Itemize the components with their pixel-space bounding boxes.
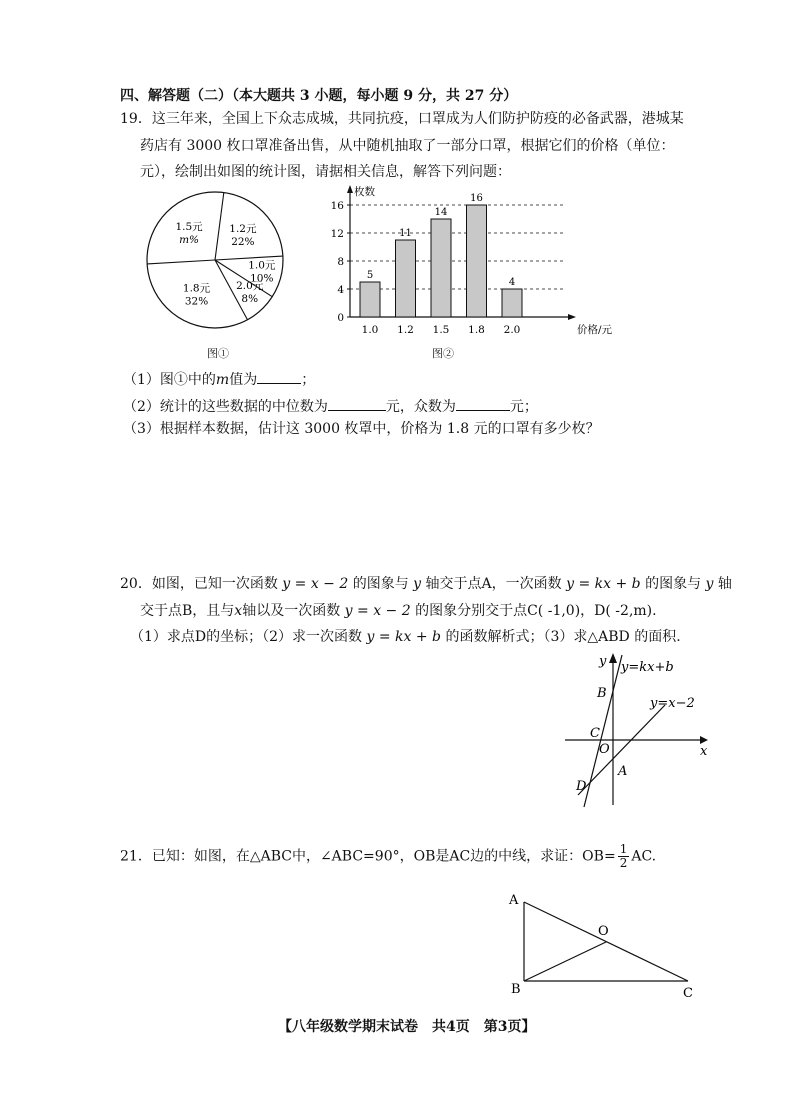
pie-slice-value: 22% <box>231 236 255 249</box>
pie-slice-value: 10% <box>250 272 274 285</box>
pie-slice-label: 2.0元 <box>236 279 264 292</box>
q19-line2: 药店有 3000 枚口罩准备出售，从中随机抽取了一部分口罩，根据它们的价格（单位： <box>140 138 675 154</box>
bar-value-label: 14 <box>434 207 448 218</box>
y-tick-label: 4 <box>337 284 344 296</box>
y-tick-label: 0 <box>337 312 344 324</box>
q19-sub1-prefix: （1）图①中的 <box>123 372 216 388</box>
answer-blank-mode[interactable] <box>456 396 510 411</box>
q19-sub2-prefix: （2）统计的这些数据的中位数为 <box>123 399 328 415</box>
vertex-B-label: B <box>511 982 521 997</box>
fig2-caption: 图② <box>432 347 454 360</box>
bar-value-label: 16 <box>470 193 483 204</box>
q20-l2c: 的图象分别交于点C( -1,0)，D( -2,m). <box>415 603 657 619</box>
q20-eq1: y = x − 2 <box>282 576 349 592</box>
q20-l1e: y <box>705 576 714 592</box>
q19-sub1-var: m <box>215 372 230 388</box>
y-axis-label: y <box>599 654 607 669</box>
pie-slice-value: 32% <box>184 295 209 308</box>
x-tick-label: 1.8 <box>468 324 485 336</box>
pie-slice-value: m% <box>179 234 200 247</box>
fraction-numerator: 1 <box>619 842 628 856</box>
bar <box>502 289 522 317</box>
q20-line2 <box>140 602 657 620</box>
q20-line1 <box>120 575 732 593</box>
q19-sub1-suffix: 值为 <box>229 372 258 388</box>
x-tick-label: 1.5 <box>432 324 450 336</box>
bar <box>431 219 451 317</box>
pie-slice-value: 8% <box>241 292 259 305</box>
midpoint-O-label: O <box>598 924 609 939</box>
q20-l3b: 的函数解析式；（3）求△ABD 的面积. <box>445 629 681 645</box>
q21-line <box>120 843 656 870</box>
bar <box>396 240 416 317</box>
x-tick-label: 1.0 <box>361 324 379 336</box>
pie-chart <box>145 190 305 335</box>
x-tick-label: 2.0 <box>503 324 521 336</box>
q20-l2b: 轴以及一次函数 <box>242 603 341 619</box>
q21-text-b: AC. <box>631 848 657 865</box>
fig1-caption: 图① <box>207 347 229 360</box>
point-A-label: A <box>618 764 628 779</box>
x-axis-arrow-icon <box>700 736 708 744</box>
y-axis-arrow-icon <box>347 185 353 193</box>
vertex-A-label: A <box>509 893 519 908</box>
bar <box>467 205 487 317</box>
q20-l2a: 交于点B，且与 <box>140 603 235 619</box>
q21-text-a: 21．已知：如图，在△ABC中，∠ABC=90°，OB是AC边的中线，求证：OB= <box>120 848 616 865</box>
x-tick-label: 1.2 <box>397 324 414 336</box>
q20-l1y: y <box>413 576 422 592</box>
q19-sub3: （3）根据样本数据，估计这 3000 枚罩中，价格为 1.8 元的口罩有多少枚？ <box>123 421 600 437</box>
fraction-denominator: 2 <box>619 856 628 870</box>
point-C-label: C <box>590 726 600 741</box>
answer-blank-m[interactable] <box>257 369 301 384</box>
x-axis-label: x <box>700 744 708 759</box>
q19-sub2 <box>123 396 538 416</box>
q19-sub2-end: 元； <box>509 399 538 415</box>
right-triangle-figure <box>505 885 705 1005</box>
q19-sub2-mid: 元，众数为 <box>385 399 456 415</box>
q19-line1: 19．这三年来，全国上下众志成城，共同抗疫，口罩成为人们防护防疫的必备武器，港城某 <box>120 111 684 127</box>
vertex-C-label: C <box>683 986 693 1001</box>
fraction-one-half <box>618 843 630 870</box>
bar-value-label: 4 <box>508 277 516 288</box>
pie-slice-label: 1.2元 <box>229 223 257 236</box>
section-heading: 四、解答题（二）（本大题共 3 小题，每小题 9 分，共 27 分） <box>120 88 518 104</box>
q19-line3: 元），绘制出如图的统计图，请据相关信息，解答下列问题： <box>140 164 511 180</box>
label-kx-plus-b: y=kx+b <box>621 660 674 675</box>
label-x-minus-2: y=x−2 <box>650 696 695 711</box>
bar-chart <box>320 180 613 342</box>
q20-l1a: 20．如图，已知一次函数 <box>120 576 278 592</box>
x-axis-title: 价格/元 <box>577 324 613 336</box>
bar <box>360 282 380 317</box>
y-tick-label: 16 <box>330 200 344 212</box>
answer-blank-median[interactable] <box>328 396 386 411</box>
pie-slice-label: 1.5元 <box>175 221 203 234</box>
q20-line3 <box>130 628 681 646</box>
page-footer: 【八年级数学期末试卷 共4页 第3页】 <box>278 1019 536 1035</box>
point-O-label: O <box>599 742 610 757</box>
y-axis-title: 枚数 <box>354 186 375 198</box>
q20-eq2: y = kx + b <box>566 576 641 592</box>
pie-slice-label: 1.8元 <box>182 282 211 295</box>
q20-l2x: x <box>234 603 243 619</box>
q19-sub1 <box>123 369 315 389</box>
y-tick-label: 8 <box>337 256 344 268</box>
q19-sub1-end: ； <box>301 372 316 388</box>
y-tick-label: 12 <box>330 228 344 240</box>
linear-functions-graph <box>560 645 720 810</box>
q20-l2-eq: y = x − 2 <box>344 603 411 619</box>
line-x-minus-2 <box>578 705 665 795</box>
q20-l1f: 轴 <box>717 576 732 592</box>
q20-l1c: 轴交于点A，一次函数 <box>425 576 562 592</box>
bar-value-label: 11 <box>399 228 412 239</box>
y-axis-arrow-icon <box>609 653 617 663</box>
point-D-label: D <box>576 779 587 794</box>
x-axis-arrow-icon <box>568 314 576 320</box>
bar-value-label: 5 <box>366 270 374 281</box>
median-OB <box>524 942 606 981</box>
q20-l3a: （1）求点D的坐标；（2）求一次函数 <box>130 629 363 645</box>
point-B-label: B <box>597 686 607 701</box>
q20-l1b: 的图象与 <box>352 576 409 592</box>
q20-l3-eq: y = kx + b <box>366 629 442 645</box>
q20-l1d: 的图象与 <box>645 576 702 592</box>
pie-slice-label: 1.0元 <box>248 259 276 272</box>
